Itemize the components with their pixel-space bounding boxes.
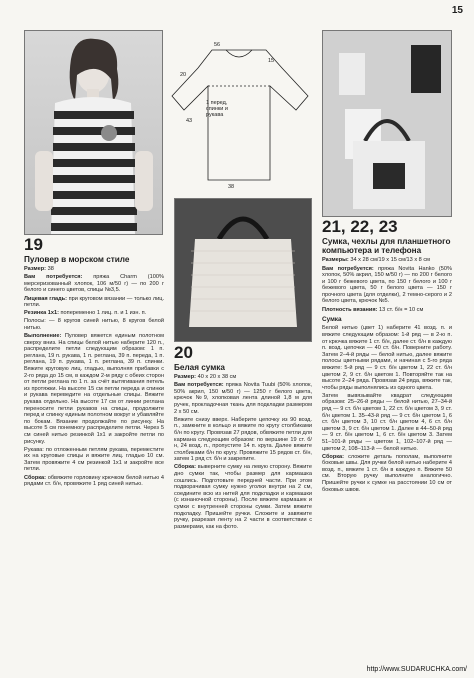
diagram-label-1: 56: [214, 42, 221, 48]
set-size-value: 34 х 28 см/19 х 15 см/13 х 8 см: [350, 257, 430, 264]
set-assembly-label: Сборка:: [322, 453, 345, 460]
white-bag-photo: [174, 198, 312, 342]
bags-set-image: [323, 31, 451, 216]
set-assembly-text: сложите деталь пополам, выполните боковые швы. Для ручки белой нитью наберите 4 возд. п., вяжите 1 ст. б/н в каждую п. Вяжите 50 см. Вторую ручку выполните аналогично. Пришейте ручки к сумке на расстоянии 10 см от боковых швов.: [322, 453, 452, 493]
diagram-label-5: 1 перед, спинки и рукава: [206, 100, 228, 118]
section-21-number: 21, 22, 23: [322, 218, 398, 236]
diagram-label-4: 43: [186, 118, 193, 124]
rib-label: Резинка 1х1:: [24, 310, 59, 317]
smooth-label: Лицевая гладь:: [24, 295, 67, 302]
section-20-column: [174, 344, 312, 674]
page-number: 15: [451, 5, 463, 16]
section-20-title: Белая сумка: [174, 363, 225, 372]
bag-subtitle: Сумка: [322, 316, 342, 324]
section-19-column: [24, 236, 164, 676]
bag-body-text: Вяжите снизу вверх. Наберите цепочку из 90 возд. п., замкните в кольцо и вяжите по кругу столбиками б/н по кругу. Провязав 27 рядов, обвяжите петли для кармана следующим образом: по вершине 19 ст. б/н, 24 возд. п., пропустите 14 п. круга. Далее вяжите столбиками б/н по кругу. Провяжите 15 рядов ст. б/н, затем 1 ряд ст. б/н и закрепите.: [174, 416, 312, 463]
bag-assembly-text: выверните сумку на левую сторону. Вяжите дно сумки так, чтобы размер для кармашка сошлись. Подготовьте передней части. При этом подворачивая сумку нужно уголки внутри на 2 см, соедините всю из нитей для подкладки и кармашки (с изнаночной стороны). После вяжите кармашек и сумки с внутренней стороны сумки. Затем вяжите подкладку. Пришейте ручки. Сложите и завяжите ручку, разрезая ленту на 2 части в соответствии с размерами, как на фото.: [174, 464, 312, 530]
set-materials-label: Вам потребуется:: [322, 265, 374, 272]
set-size-label: Размеры:: [322, 257, 349, 264]
size-value: 38: [47, 266, 54, 273]
smooth-text: при круговом вязании — только лиц. петли.: [24, 295, 164, 309]
assembly-text: обвяжите горловину крючком белой нитью 4 рядами ст. б/н, провяжите 1 ряд синей нитью.: [24, 474, 164, 488]
section-20-number: 20: [174, 344, 193, 362]
density-value: 13 ст. б/н = 10 см: [379, 306, 424, 313]
stripes-text: Полосы: — 8 кругов синей нитью, 8 кругов белой нитью.: [24, 318, 164, 331]
diagram-label-3: 15: [268, 58, 275, 64]
bag-size-value: 40 х 20 х 38 см: [197, 374, 237, 381]
woman-figure-image: [25, 31, 162, 234]
sleeve-text: Рукава: по отложенным петлям рукава, переместите их на круговые спицы и вяжите лиц. гладью 10 см. Затем провяжите 4 см резинкой 1х1 и закройте все петли.: [24, 446, 164, 473]
bags-set-photo: [322, 30, 452, 217]
site-watermark: http://www.SUDARUCHKA.com/: [366, 666, 467, 673]
do-label: Выполнение:: [24, 333, 62, 340]
do-text: Пуловер вяжется единым полотном сверху вниз. На спицы белой нитью наберите 120 п., распределите петли следующим образом: 1 п. реглана, 19 п. рукава, 1 п. реглана, 39 п. переда, 1 п. реглана, 19 п. рукава, 1 п. реглана, 39 п. спинки. Вяжите круговую лиц. гладью, выполняя прибавки с 2-го ряда до 15 см, в каждом 2-м ряду с обеих сторон от петли реглана по 1 п. за счёт вытягивания петель из протяжки. На высоте 15 см петли переда и спинки и рукава переведите на отдельные спицы. Вяжите рукава отдельно. На высоте 17 см от линии реглана переносите петли рукавов на спицы, продолжите перед и спинку единым полотном вокруг и убавляйте по бокам. Вязание продолжайте по рисунку. На высоте 5 см понемногу распределите петли. Через 5 см синей нитью резинкой 1х1 и закройте петли по рисунку.: [24, 333, 164, 445]
materials-text: пряжа Charm (100% мерсеризованный хлопок, 106 м/50 г) — по 200 г белого и синего цветов, спицы №3,5.: [24, 274, 164, 294]
white-bag-image: [175, 199, 311, 341]
bag-size-label: Размер:: [174, 374, 197, 381]
diagram-label-6: 38: [228, 184, 235, 190]
bag-assembly-label: Сборка:: [174, 464, 197, 471]
pullover-photo: [24, 30, 163, 235]
bag-materials-text: пряжа Novita Tuubi (50% хлопок, 50% акрил, 150 м/50 г) — 1250 г белого цвета, крючок №9, хлопковая лента длиной 1,8 м для ручек, прокладочная ткань для подкладки размером 2 х 50 см.: [174, 382, 312, 415]
set-materials-text: пряжа Novita Hanko (50% хлопок, 50% акрил, 150 м/50 г) — по 200 г белого и 100 г бежевого цвета, по 150 г белого и 100 г бежевого цвета, 50 г белого цвета — 150 г прочного цвета (для отделки), 2 темно-серого и 2 белого цвета, крючок №5.: [322, 265, 452, 305]
section-19-number: 19: [24, 236, 43, 254]
set-bag-text: Белой нитью (цвет 1) наберите 41 возд. п. и вяжите следующим образом: 1-й ряд — в 2-ю п. от крючка вяжите 1 ст. б/н, далее ст. б/н в каждую п. возд. цепочки — 40 ст. б/н. Поверните работу. Затем 2–4-й ряды — белой нитью, далее вяжите полосы цветными рядами, и начиная с 5-го ряда вяжите: 5-й ряд — 9 ст. б/н цветом 1, 22 ст. б/н цветом 2, 9 ст. б/н цветом 1. Повторяйте так на высоте 2–24 ряда. Провязав 24 ряда, вяжите так, чтобы ряды выполнялись из одного цвета.: [322, 325, 452, 391]
materials-label: Вам потребуется:: [24, 274, 83, 281]
set-bag-text-2: Затем вывязывайте квадрат следующим образом: 25–26-й ряды — белой нитью, 27–34-й ряд — 9 ст. б/н цветом 1, 22 ст. б/н цветом 3, 9 ст. б/н цветом 1. 35–43-й ряд — 9 ст. б/н цветом 1, 6 ст. б/н цветом 3, 10 ст. б/н цветом 4, 6 ст. б/н цветом 3, 9 ст. б/н цветом 1. Далее в 44–50-й ряд — 9 ст. б/н цветом 1, 6 ст. б/н цветом 3. Затем 51–101-й ряды — цветом 1, 102–107-й ряд — цветом 2, 108–113-й — белой нитью.: [322, 392, 452, 452]
assembly-label: Сборка:: [24, 474, 47, 481]
density-label: Плотность вязания:: [322, 306, 378, 313]
rib-text: попеременно 1 лиц. п. и 1 изн. п.: [60, 310, 147, 317]
section-19-title: Пуловер в морском стиле: [24, 255, 130, 264]
size-label: Размер:: [24, 266, 47, 273]
bag-materials-label: Вам потребуется:: [174, 382, 224, 389]
section-21-title: Сумка, чехлы для планшетного компьютера и телефона: [322, 237, 451, 256]
diagram-label-2: 20: [180, 72, 187, 78]
section-21-column: [322, 218, 452, 658]
